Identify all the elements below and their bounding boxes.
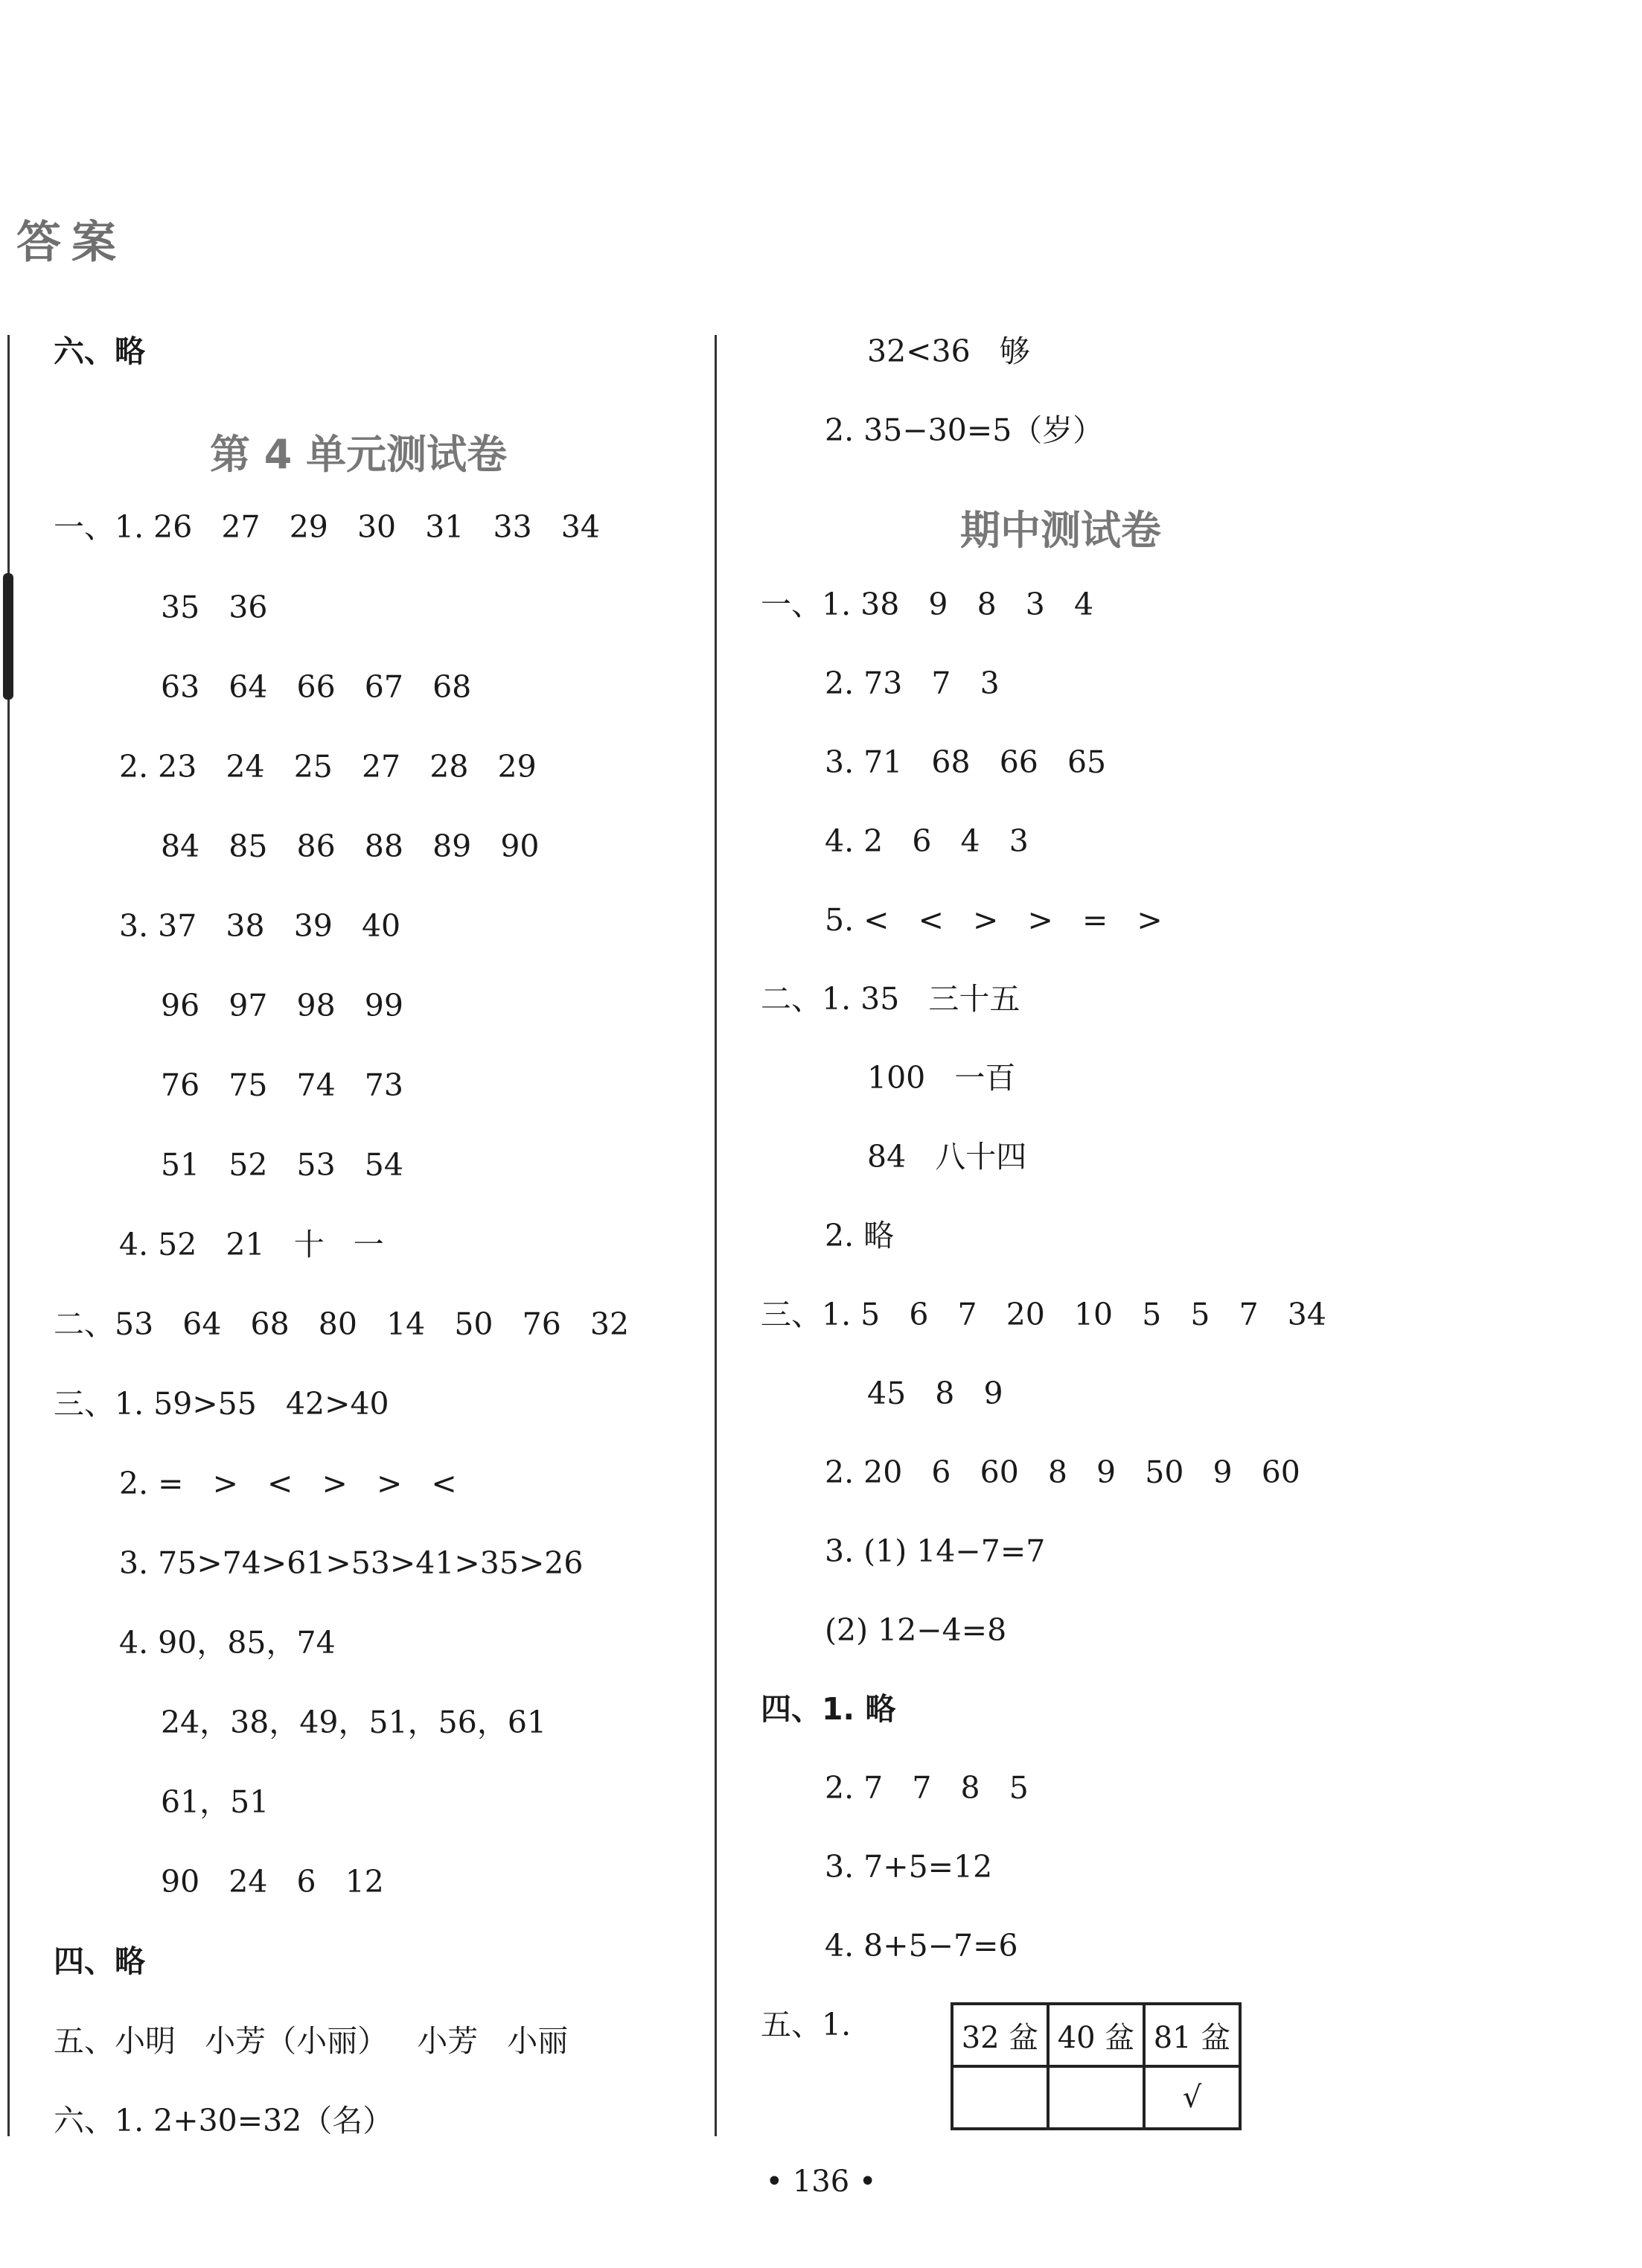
right-line-5: 3. 71 68 66 65 (825, 744, 1107, 780)
left-line-6: 84 85 86 88 89 90 (161, 828, 540, 864)
right-line-1: 32<36 够 (867, 333, 1030, 369)
right-line-12: 三、1. 5 6 7 20 10 5 5 7 34 (761, 1297, 1326, 1332)
page-number: • 136 • (765, 2165, 877, 2199)
table-row (952, 2066, 1240, 2129)
table-header-cell: 81 盆 (1144, 2004, 1240, 2066)
left-line-15: 3. 75>74>61>53>41>35>26 (119, 1545, 584, 1581)
table-row (952, 2004, 1240, 2066)
left-line-3: 35 36 (161, 590, 268, 625)
left-line-2: 一、1. 26 27 29 30 31 33 34 (54, 509, 600, 545)
right-line-14: 2. 20 6 60 8 9 50 9 60 (825, 1454, 1300, 1490)
scan-mark (3, 573, 13, 700)
right-line-4: 2. 73 7 3 (825, 665, 1000, 701)
right-line-10: 84 八十四 (867, 1139, 1027, 1175)
right-line-17: 四、1. 略 (761, 1691, 896, 1727)
table-cell (952, 2066, 1048, 2129)
left-line-12: 二、53 64 68 80 14 50 76 32 (54, 1306, 630, 1342)
left-line-17: 24，38，49，51，56，61 (161, 1705, 547, 1740)
right-line-2: 2. 35−30=5（岁） (825, 412, 1104, 448)
left-line-4: 63 64 66 67 68 (161, 669, 472, 705)
answer-table (951, 2002, 1242, 2130)
column-divider (715, 335, 717, 2136)
left-line-1: 六、略 (54, 333, 145, 369)
right-line-6: 4. 2 6 4 3 (825, 823, 1029, 859)
left-line-13: 三、1. 59>55 42>40 (54, 1386, 389, 1422)
left-line-11: 4. 52 21 十 一 (119, 1227, 384, 1262)
right-line-16: (2) 12−4=8 (825, 1612, 1007, 1648)
left-line-16: 4. 90，85，74 (119, 1625, 336, 1661)
unit-4-test-title: 第 4 单元测试卷 (210, 431, 508, 478)
right-line-9: 100 一百 (867, 1060, 1016, 1096)
right-line-20: 4. 8+5−7=6 (825, 1928, 1018, 1964)
right-line-18: 2. 7 7 8 5 (825, 1770, 1029, 1806)
left-line-21: 五、小明 小芳（小丽） 小芳 小丽 (54, 2023, 569, 2059)
left-line-10: 51 52 53 54 (161, 1147, 403, 1183)
left-line-18: 61，51 (161, 1784, 269, 1820)
left-line-9: 76 75 74 73 (161, 1067, 403, 1103)
left-line-8: 96 97 98 99 (161, 988, 403, 1023)
left-line-20: 四、略 (54, 1943, 145, 1979)
left-line-7: 3. 37 38 39 40 (119, 908, 401, 944)
right-line-11: 2. 略 (825, 1218, 895, 1253)
midterm-test-title: 期中测试卷 (960, 507, 1161, 554)
right-line-8: 二、1. 35 三十五 (761, 981, 1020, 1017)
checkmark-cell: √ (1144, 2066, 1240, 2129)
right-line-21: 五、1. (761, 2007, 852, 2042)
left-line-5: 2. 23 24 25 27 28 29 (119, 749, 537, 785)
right-line-7: 5. < < > > = > (825, 902, 1163, 938)
table-cell (1048, 2066, 1144, 2129)
left-line-19: 90 24 6 12 (161, 1864, 384, 1900)
page-header-title: 答案 (16, 217, 127, 269)
right-line-13: 45 8 9 (867, 1376, 1003, 1411)
left-line-14: 2. = > < > > < (119, 1466, 457, 1501)
right-line-19: 3. 7+5=12 (825, 1849, 993, 1885)
right-line-3: 一、1. 38 9 8 3 4 (761, 587, 1094, 622)
right-line-15: 3. (1) 14−7=7 (825, 1533, 1046, 1569)
table-header-cell: 40 盆 (1048, 2004, 1144, 2066)
left-line-22: 六、1. 2+30=32（名） (54, 2103, 394, 2138)
table-header-cell: 32 盆 (952, 2004, 1048, 2066)
